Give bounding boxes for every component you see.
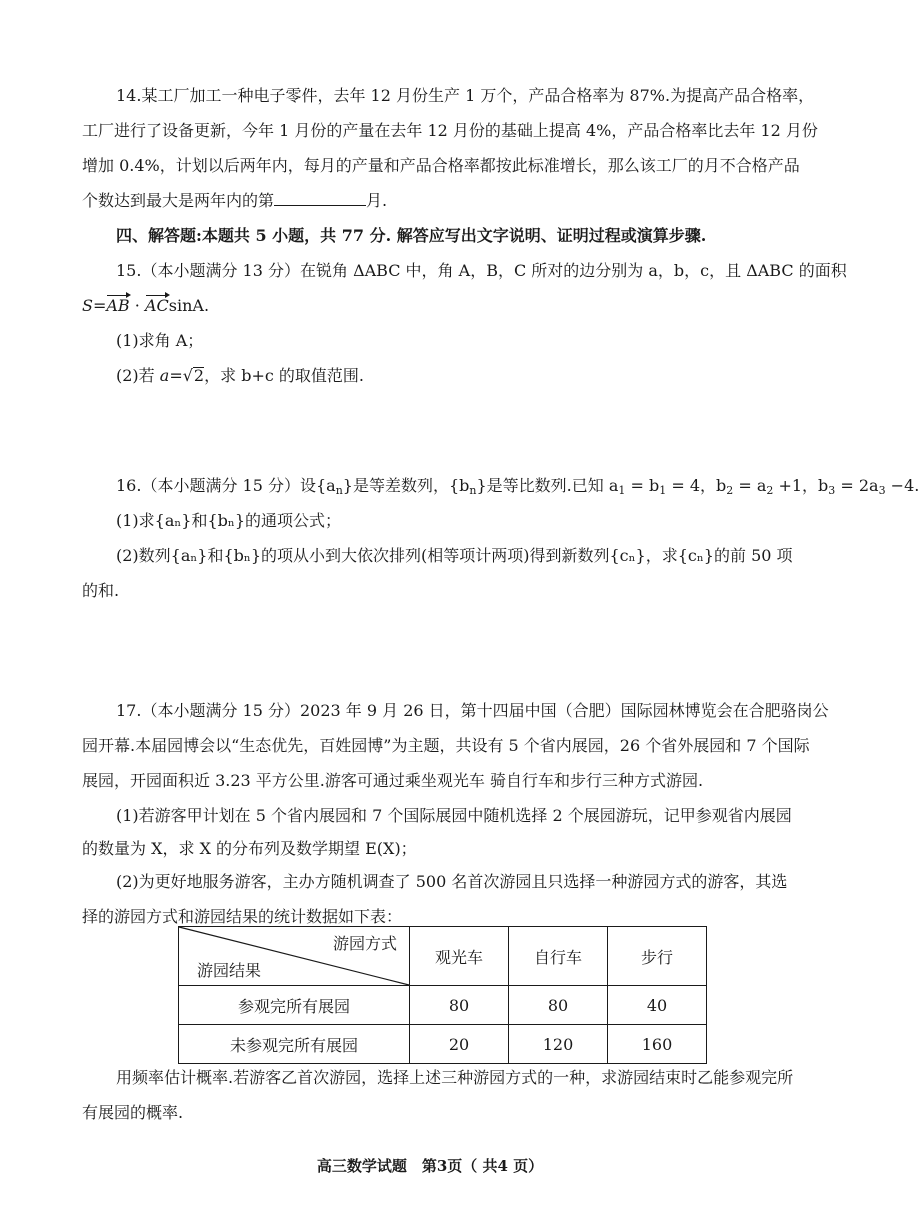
dot-operator: ·: [129, 296, 145, 315]
section-4-heading: 四、解答题:本题共 5 小题，共 77 分. 解答应写出文字说明、证明过程或演算步骤.: [116, 226, 707, 245]
q17-part-2-cont: 择的游园方式和游园结果的统计数据如下表：: [82, 907, 403, 926]
sin-a: sinA.: [168, 296, 210, 315]
q16-sub: 2: [726, 484, 734, 497]
q16-text-1: 16.（本小题满分 15 分）设{a: [116, 476, 336, 495]
q17-part-2: (2)为更好地服务游客，主办方随机调查了 500 名首次游园且只选择一种游园方式的游客，其选: [116, 872, 788, 891]
q16-text-5: = 4，b: [666, 476, 727, 495]
q16-sub: 1: [659, 484, 667, 497]
q16-line-1: [116, 476, 919, 496]
q16-sub: n: [335, 484, 343, 497]
q16-part-2-cont: 的和.: [82, 581, 120, 600]
q15-var-a: a: [159, 366, 170, 385]
q14-line-3: 增加 0.4%，计划以后两年内，每月的产量和产品合格率都按此标准增长，那么该工厂的月不合格产品: [82, 156, 800, 175]
vector-ab: AB: [106, 296, 130, 315]
q14-line-2: 工厂进行了设备更新，今年 1 月份的产量在去年 12 月份的基础上提高 4%，产品合格率比去年 12 月份: [82, 121, 818, 140]
q14-line-1: 14.某工厂加工一种电子零件，去年 12 月份生产 1 万个，产品合格率为 87%.为提高产品合格率，: [116, 86, 815, 105]
table-cell: 80: [410, 986, 509, 1025]
q16-text-9: −4.: [885, 476, 919, 495]
q16-sub: 1: [618, 484, 626, 497]
q16-part-1: (1)求{aₙ}和{bₙ}的通项公式；: [116, 511, 342, 530]
q17-line-1: 17.（本小题满分 15 分）2023 年 9 月 26 日，第十四届中国（合肥）国际园林博览会在合肥骆岗公: [116, 701, 829, 720]
col-header-walking: 步行: [608, 927, 707, 986]
q16-text-4: = b: [625, 476, 660, 495]
table-cell: 120: [509, 1025, 608, 1064]
table-cell: 40: [608, 986, 707, 1025]
q16-sub: n: [469, 484, 477, 497]
col-header-sightseeing-bus: 观光车: [410, 927, 509, 986]
q15-part-2-rest: ，求 b+c 的取值范围.: [204, 366, 364, 385]
q17-line-2: 园开幕.本届园博会以“生态优先，百姓园博”为主题，共设有 5 个省内展园，26 个省外展园和 7 个国际: [82, 736, 810, 755]
corner-header-top: 游园方式: [332, 934, 397, 953]
q16-sub: 2: [766, 484, 774, 497]
col-header-bicycle: 自行车: [509, 927, 608, 986]
table-cell: 80: [509, 986, 608, 1025]
q17-part-1: (1)若游客甲计划在 5 个省内展园和 7 个国际展园中随机选择 2 个展园游玩，记甲参观省内展园: [116, 806, 792, 825]
q15-eq: =: [169, 366, 183, 385]
q17-after-table-2: 有展园的概率.: [82, 1103, 184, 1122]
sqrt-sign: √: [182, 366, 193, 385]
corner-header-bottom: 游园结果: [197, 961, 262, 980]
sqrt-radicand: 2: [193, 366, 205, 385]
q15-part-2-lead: (2)若: [116, 366, 160, 385]
q17-line-3: 展园，开园面积近 3.23 平方公里.游客可通过乘坐观光车 骑自行车和步行三种方式游园.: [82, 771, 704, 790]
q14-line-4: [82, 191, 387, 211]
q15-line-1: 15.（本小题满分 13 分）在锐角 ΔABC 中，角 A，B，C 所对的边分别为 a，b，c，且 ΔABC 的面积: [116, 261, 847, 280]
row-label-completed: 参观完所有展园: [179, 986, 410, 1025]
q16-part-2: (2)数列{aₙ}和{bₙ}的项从小到大依次排列(相等项计两项)得到新数列{cₙ}，求{cₙ}的前 50 项: [116, 546, 793, 565]
q17-after-table-1: 用频率估计概率.若游客乙首次游园，选择上述三种游园方式的一种，求游园结束时乙能参观完所: [116, 1068, 794, 1087]
q15-area-formula: [82, 296, 209, 316]
row-label-not-completed: 未参观完所有展园: [179, 1025, 410, 1064]
q16-text-3: }是等比数列.已知 a: [476, 476, 619, 495]
table-corner-cell: [179, 927, 410, 986]
q16-sub: 3: [828, 484, 836, 497]
q16-text-2: }是等差数列，{b: [342, 476, 470, 495]
vector-ac: AC: [144, 296, 169, 315]
page-footer: 高三数学试题 第3页（ 共4 页）: [316, 1157, 544, 1175]
q14-line-4-text: 个数达到最大是两年内的第: [82, 191, 275, 210]
q16-text-7: +1，b: [773, 476, 829, 495]
q15-s-eq: S=: [82, 296, 107, 315]
q16-text-8: = 2a: [835, 476, 879, 495]
q17-part-1-cont: 的数量为 X，求 X 的分布列及数学期望 E(X)；: [82, 839, 417, 858]
table-cell: 160: [608, 1025, 707, 1064]
q15-part-2: [116, 366, 364, 386]
q14-answer-blank[interactable]: [274, 191, 366, 206]
q16-sub: 3: [878, 484, 886, 497]
q15-part-1: (1)求角 A；: [116, 331, 204, 350]
table-cell: 20: [410, 1025, 509, 1064]
q14-line-4-end: 月.: [366, 191, 388, 210]
stats-table: [178, 926, 707, 1064]
q16-text-6: = a: [733, 476, 767, 495]
